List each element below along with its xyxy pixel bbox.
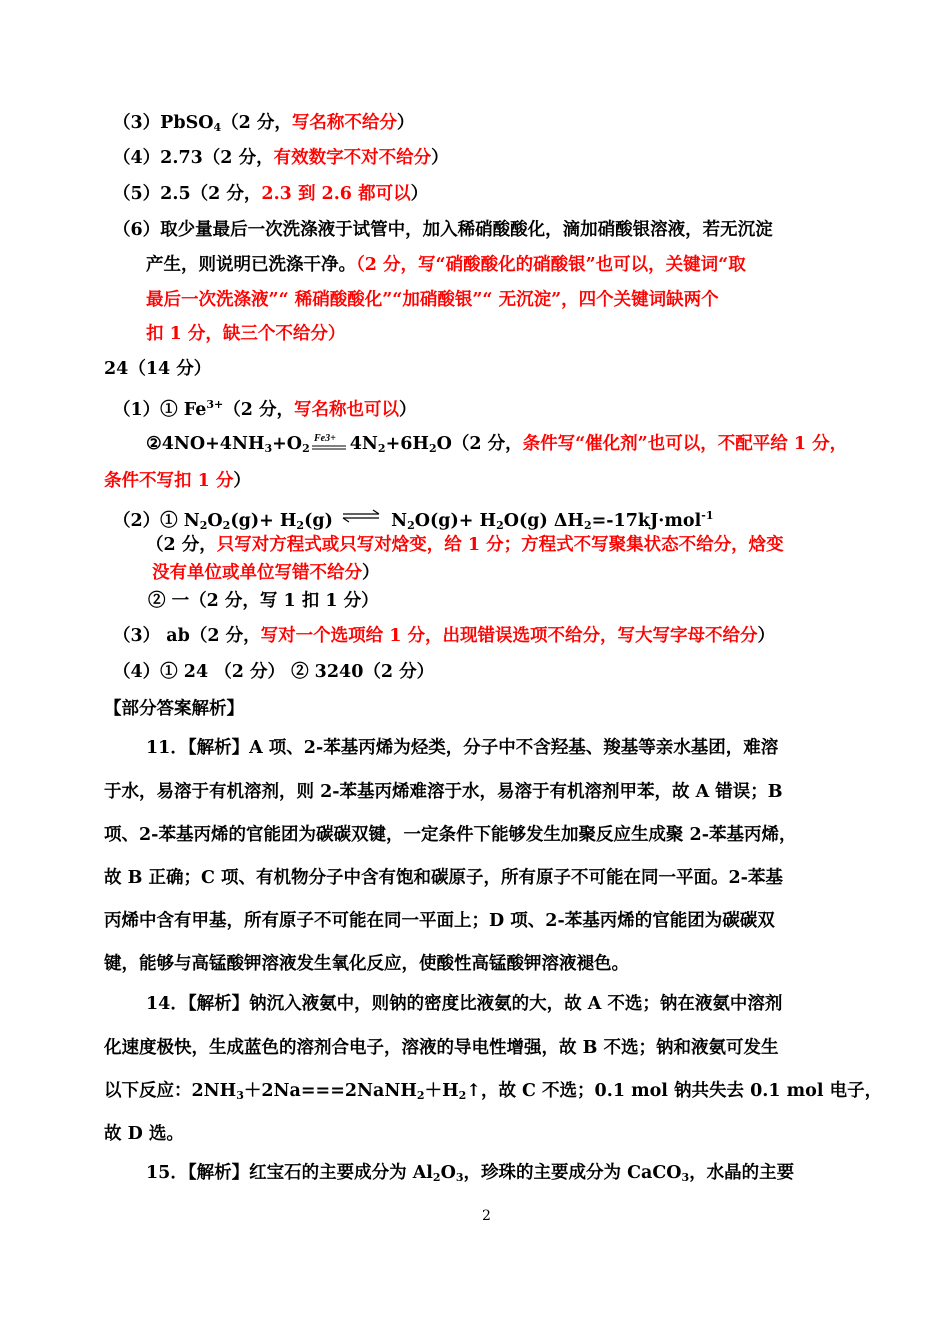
grading-note: 只写对方程式或只写对焓变，给 1 分；方程式不写聚集状态不给分，焓变 [216,535,784,555]
grading-note: 条件不写扣 1 分 [104,471,234,491]
answer-5: （5）2.5（2 分，2.3 到 2.6 都可以） [113,184,429,204]
answer-6-line3: 最后一次洗涤液”“ 稀硝酸酸化”“加硝酸银”“ 无沉淀”，四个关键词缺两个 [146,290,719,310]
answer-6-line2: 产生，则说明已洗涤干净。（2 分，写“硝酸酸化的硝酸银”也可以，关键词“取 [146,255,746,275]
analysis-11-line5: 丙烯中含有甲基，所有原子不可能在同一平面上；D 项、2-苯基丙烯的官能团为碳碳双 [104,911,775,931]
answer-24-1b: $②4NO+4NH_3+O_2$ Fe3+ $4N_2+6H_2O(2$ 分，条件写“催化剂”也可以，不配平给 1 分， [146,433,848,455]
catalyst-label: Fe3+ [313,433,336,444]
analysis-14-line2: 化速度极快，生成蓝色的溶剂合电子，溶液的导电性增强，故 B 不选；钠和液氨可发生 [104,1038,779,1058]
answer-24-2-note1: （2 分，只写对方程式或只写对焓变，给 1 分；方程式不写聚集状态不给分，焓变 [146,535,784,555]
analysis-11-line2: 于水，易溶于有机溶剂，则 2-苯基丙烯难溶于水，易溶于有机溶剂甲苯，故 A 错误；B [104,782,783,802]
answer-24-2-note2: 没有单位或单位写错不给分） [152,563,380,583]
analysis-11-line1: 11．【解析】A 项、2-苯基丙烯为烃类，分子中不含羟基、羧基等亲水基团，难溶 [146,738,779,758]
answer-4: （4）2.73（2 分，有效数字不对不给分） [113,148,449,168]
analysis-11-line4: 故 B 正确；C 项、有机物分子中含有饱和碳原子，所有原子不可能在同一平面。2-苯基 [104,868,783,888]
answer-24-2b: ② 一（2 分，写 1 扣 1 分） [148,591,379,611]
grading-note: （2 分，写“硝酸酸化的硝酸银”也可以，关键词“取 [356,255,746,275]
equilibrium-arrow-icon [339,504,385,528]
answer-24-1a: （1）① $Fe^{3+}(2$ 分，写名称也可以） [113,398,417,420]
answer-24-3: （3） ab（2 分，写对一个选项给 1 分，出现错误选项不给分，写大写字母不给分） [113,626,775,646]
reaction-condition-arrow [310,432,350,456]
answer-24-1b-line2: 条件不写扣 1 分） [104,471,251,491]
grading-note: 写名称不给分 [291,113,397,133]
analysis-14-line1: 14．【解析】钠沉入液氨中，则钠的密度比液氨的大，故 A 不选；钠在液氨中溶剂 [146,994,783,1014]
grading-note: 写对一个选项给 1 分，出现错误选项不给分，写大写字母不给分 [260,626,758,646]
analysis-11-line3: 项、2-苯基丙烯的官能团为碳碳双键，一定条件下能够发生加聚反应生成聚 2-苯基丙烯， [104,825,797,845]
answer-3: （3）PbSO$_4$（2 分，写名称不给分） [113,113,415,134]
analysis-11-line6: 键，能够与高锰酸钾溶液发生氧化反应，使酸性高锰酸钾溶液褪色。 [104,954,629,974]
answer-24-4: （4）① 24 （2 分） ② 3240（2 分） [113,662,435,682]
answer-24-2: （2）① $N_2O_2(g)+ H_2(g)$ $N_2O(g)+ H_2O(g)$ $\Delta H_2=-17kJ\cdot mol^{-1}$ [113,504,713,538]
grading-note: 有效数字不对不给分 [273,148,432,168]
page-number: 2 [482,1208,491,1224]
analysis-14-line4: 故 D 选。 [104,1124,184,1144]
equals-arrow-icon [310,432,350,456]
equilibrium-arrow [339,504,385,528]
analysis-14-line3: 以下反应：$2NH_3+2Na===2NaNH_2+H_2↑$，故 C 不选；0.1 mol 钠共失去 0.1 mol 电子， [104,1081,883,1102]
analysis-heading: 【部分答案解析】 [104,699,244,719]
grading-note: 没有单位或单位写错不给分 [152,563,362,583]
answer-6-line4: 扣 1 分，缺三个不给分） [146,324,346,344]
grading-note: 2.3 到 2.6 都可以 [261,184,411,204]
answer-6-line1: （6）取少量最后一次洗涤液于试管中，加入稀硝酸酸化，滴加硝酸银溶液，若无沉淀 [113,220,773,240]
grading-note: 条件写“催化剂”也可以，不配平给 1 分， [522,434,848,454]
question-24-title: 24（14 分） [104,359,212,379]
grading-note: 写名称也可以 [294,400,400,420]
analysis-15-line1: 15．【解析】红宝石的主要成分为 $Al_2O_3$，珍珠的主要成分为 CaCO$_3$，水晶的主要 [146,1163,795,1184]
